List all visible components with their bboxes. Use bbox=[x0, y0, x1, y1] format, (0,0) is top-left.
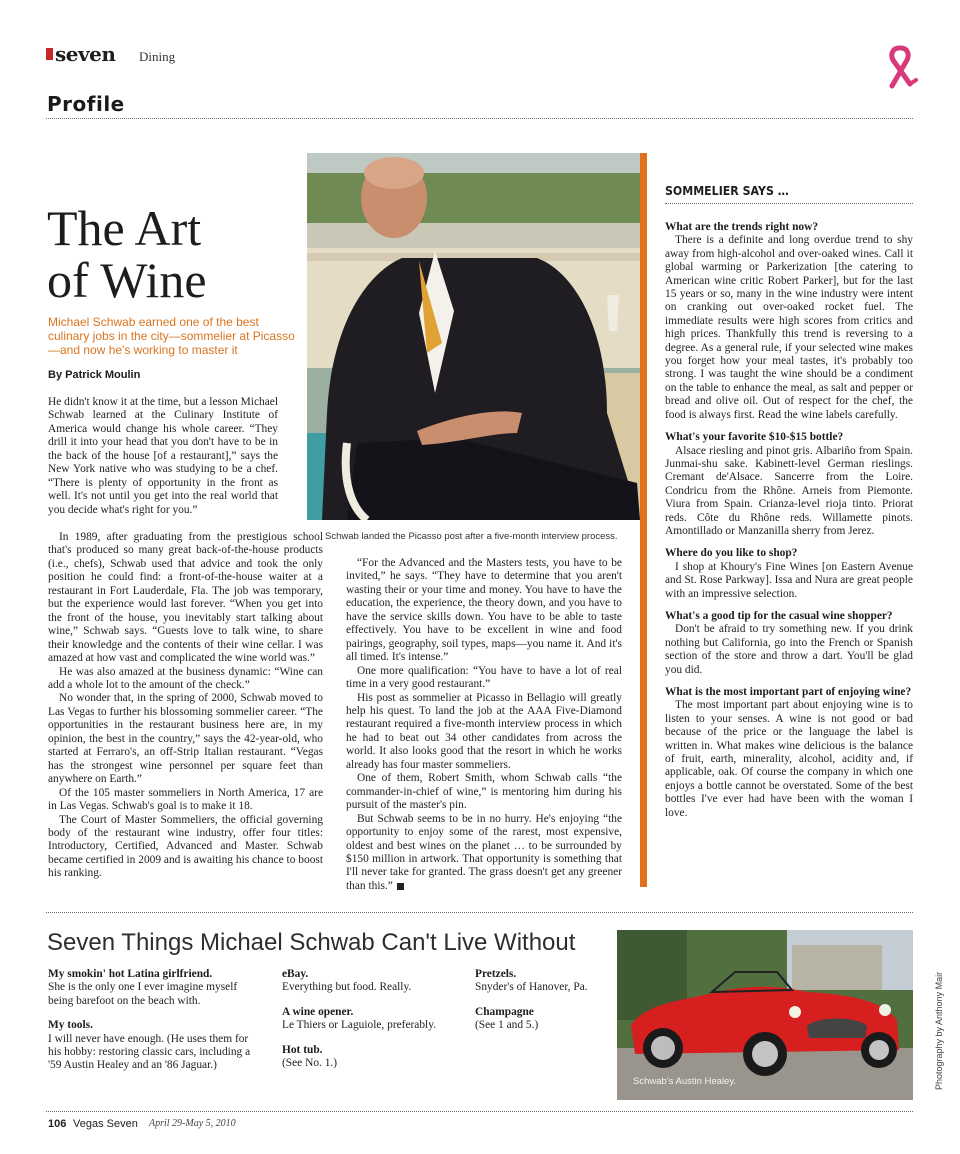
paragraph bbox=[346, 813, 622, 894]
qa-item bbox=[665, 547, 913, 601]
thing-item bbox=[48, 968, 263, 1008]
qa-answer: There is a definite and long overdue trend to shy away from high-alcohol and over-oaked wines. Call it global warming or Parkerization [the catering to American wine critic Robert Parker], but for the last 15 years or so, many in the wine industry were intent on cranking out over-oaked rocket fuel. The immediate results were high scores from critics and high prices. Thankfully this trend is reversing to a degree. As a general rule, if your selected wine makes you forget how your meal tastes, it's probably too strong. I was taught the wine should be a condiment on the table to enhance the meal, as salt and pepper or bread and olive oil. Out of respect for the chef, the food is always first. Read the wine labels carefully. bbox=[665, 234, 913, 421]
page-number: 106 bbox=[48, 1118, 67, 1130]
headline-line: of Wine bbox=[47, 252, 207, 308]
thing-title: Champagne bbox=[475, 1005, 534, 1018]
thing-title: My tools. bbox=[48, 1019, 93, 1032]
thing-item bbox=[48, 1019, 263, 1073]
paragraph: The Court of Master Sommeliers, the official governing body of the restaurant wine industry, offer four titles: Introductory, Certified, Advanced and Master. Schwab became certified in 2009 and is awaiting his chance to boost his ranking. bbox=[48, 813, 323, 880]
seven-things-title: Seven Things Michael Schwab Can't Live Without bbox=[47, 929, 576, 956]
headline-line: The Art bbox=[47, 200, 202, 256]
paragraph: In 1989, after graduating from the prestigious school that's produced so many great back-of-the-house products (i.e., chefs), Schwab used that advice and took the only position he could find: a front-of-the-house waiter at a restaurant in Fort Lauderdale, Fla. The job was temporary, but the experience would last forever. “When you get into the front of the house, you inevitably start talking about wine,” Schwab says. “Guests love to talk wine, to share their knowledge and the contents of their wine cellar. I was amazed at how vast and complicated the wine world was.” bbox=[48, 531, 323, 665]
qa-question: What's a good tip for the casual wine shopper? bbox=[665, 609, 893, 622]
paragraph: His post as sommelier at Picasso in Bellagio will greatly help his quest. To land the job at the AAA Five-Diamond restaurant required a five-month interview process in which he had to beat out 34 other candidates from across the world. It also looks good that the resort in which he works already has four master sommeliers. bbox=[346, 691, 622, 771]
paragraph: “For the Advanced and the Masters tests, you have to be invited,” he says. “They have to determine that you aren't wasting their or your time and money. You have to have the education, the experience, the theory down, and you have to have the service skills down. You have to be able to taste effectively. You have to be excellent in wine and food pairings, geography, soil types, maps—you name it. And it's all timed. It's intense.” bbox=[346, 557, 622, 664]
thing-text: Snyder's of Hanover, Pa. bbox=[475, 981, 588, 994]
byline: By Patrick Moulin bbox=[48, 369, 141, 381]
qa-answer: I shop at Khoury's Fine Wines [on Eastern Avenue and St. Rose Parkway]. Issa and Nura are great people with an impressive selection. bbox=[665, 560, 913, 600]
paragraph: One of them, Robert Smith, whom Schwab calls “the commander-in-chief of wine,” is mentoring him during his pursuit of the master's pin. bbox=[346, 772, 622, 812]
magazine-name: Vegas Seven bbox=[73, 1118, 138, 1130]
brand-mark bbox=[46, 48, 53, 60]
article-deck: Michael Schwab earned one of the best culinary jobs in the city—sommelier at Picasso—and now he's working to master it bbox=[48, 315, 295, 357]
qa-question: What are the trends right now? bbox=[665, 221, 819, 233]
qa-question: What is the most important part of enjoying wine? bbox=[665, 686, 912, 698]
qa-answer: Alsace riesling and pinot gris. Albariño from Spain. Junmai-shu sake. Kabinett-level German rieslings. Cremant de'Alsace. Sancerre from the Loire. Condricu from the Rhône. Arneis from Piemonte. Viura from Spain. Crianza-level rioja tinto. Priorat reds. Côte du Rhône reds. Willamette pinots. Amontillado or Manzanilla sherry from Jerez. bbox=[665, 444, 913, 537]
thing-text: I will never have enough. (He uses them for his hobby: restoring classic cars, including a '59 Austin Healey and an '86 Jaguar.) bbox=[48, 1032, 251, 1072]
qa-item bbox=[665, 221, 913, 422]
seven-things-column bbox=[48, 968, 263, 1084]
photo-credit: Photography by Anthony Mair bbox=[934, 971, 944, 1090]
car-caption: Schwab's Austin Healey. bbox=[633, 1076, 737, 1087]
qa-item bbox=[665, 610, 913, 677]
qa-item bbox=[665, 686, 913, 820]
article-headline bbox=[47, 202, 307, 306]
thing-item bbox=[282, 1006, 462, 1033]
thing-item bbox=[475, 1006, 615, 1033]
brand-logo: seven bbox=[55, 42, 116, 66]
dotted-divider bbox=[46, 912, 913, 913]
thing-item bbox=[282, 1044, 462, 1071]
accent-bar bbox=[640, 153, 647, 887]
thing-text: (See No. 1.) bbox=[282, 1057, 338, 1070]
paragraph: No wonder that, in the spring of 2000, Schwab moved to Las Vegas to further his blossoming sommelier career. “The opportunities in the restaurant business here are, in my opinion, the best in the country,” says the 42-year-old, who started at Ferraro's, an off-Strip Italian restaurant. “Vegas has the strongest wine personnel per square feet than anywhere on Earth.” bbox=[48, 692, 323, 786]
issue-date: April 29-May 5, 2010 bbox=[149, 1118, 236, 1129]
paragraph: He was also amazed at the business dynamic: “Wine can add a whole lot to the amount of the check.” bbox=[48, 665, 323, 691]
thing-title: Pretzels. bbox=[475, 968, 517, 980]
paragraph: One more qualification: “You have to have a lot of real time in a very good restaurant.” bbox=[346, 664, 622, 691]
thing-text: Le Thiers or Laguiole, preferably. bbox=[282, 1019, 437, 1032]
body-column-1-top bbox=[48, 396, 278, 517]
section-label: Dining bbox=[139, 49, 176, 64]
thing-title: My smokin' hot Latina girlfriend. bbox=[48, 968, 213, 980]
sommelier-qa bbox=[665, 221, 913, 829]
qa-item bbox=[665, 431, 913, 538]
qa-question: Where do you like to shop? bbox=[665, 547, 798, 560]
paragraph-text: But Schwab seems to be in no hurry. He's enjoying “the opportunity to enjoy some of the rarest, most expensive, oldest and best wines on the planet … to be surrounded by $150 million in artwork. That opportunity is something that I'll never take for granted. The grass doesn't get any greener than this.” bbox=[346, 812, 622, 892]
paragraph: Of the 105 master sommeliers in North America, 17 are in Las Vegas. Schwab's goal is to make it 18. bbox=[48, 786, 323, 813]
thing-item bbox=[475, 968, 615, 995]
sidebar-title: SOMMELIER SAYS … bbox=[665, 183, 789, 198]
car-photo bbox=[617, 930, 913, 1100]
qa-answer: Don't be afraid to try something new. If you drink nothing but California, go into the French or Spanish section of the store and throw a dart. You'll be glad you did. bbox=[665, 623, 913, 676]
portrait-photo bbox=[307, 153, 640, 520]
end-mark-icon bbox=[397, 883, 404, 890]
qa-question: What's your favorite $10-$15 bottle? bbox=[665, 431, 844, 444]
thing-text: Everything but food. Really. bbox=[282, 981, 412, 994]
thing-text: (See 1 and 5.) bbox=[475, 1019, 539, 1032]
qa-answer: The most important part about enjoying wine is to listen to your senses. A wine is not good or bad because of the price or the language the label is written in. What makes wine delicious is the balance of fruit, earth, minerality, alcohol, acidity and, if applicable, oak. Of course the company in which one enjoys a bottle cannot be overstated. Some of the best bottles I've ever had have been with the woman I love. bbox=[665, 699, 913, 819]
thing-title: A wine opener. bbox=[282, 1005, 354, 1018]
dotted-divider bbox=[665, 203, 913, 204]
seven-things-column bbox=[282, 968, 462, 1081]
photo-caption: Schwab landed the Picasso post after a five-month interview process. bbox=[325, 531, 618, 542]
paragraph: He didn't know it at the time, but a lesson Michael Schwab learned at the Culinary Institute of America would change his whole career. “They drill it into your head that you don't have to be in the back of the house [of a restaurant],” says the New York native who was studying to be a chef. “There is plenty of opportunity in the front as well. It's not until you get into the real world that you decide what's right for you.” bbox=[48, 396, 278, 516]
thing-text: She is the only one I ever imagine myself being barefoot on the beach with. bbox=[48, 981, 238, 1007]
thing-item bbox=[282, 968, 462, 995]
dotted-divider bbox=[46, 1111, 913, 1112]
seven-things-column bbox=[475, 968, 615, 1044]
thing-title: eBay. bbox=[282, 968, 309, 980]
body-column-2 bbox=[346, 557, 622, 893]
pink-ribbon-icon bbox=[880, 44, 920, 90]
body-column-1 bbox=[48, 531, 323, 881]
section-title: Profile bbox=[47, 92, 125, 116]
thing-title: Hot tub. bbox=[282, 1043, 323, 1056]
dotted-divider bbox=[46, 118, 913, 119]
